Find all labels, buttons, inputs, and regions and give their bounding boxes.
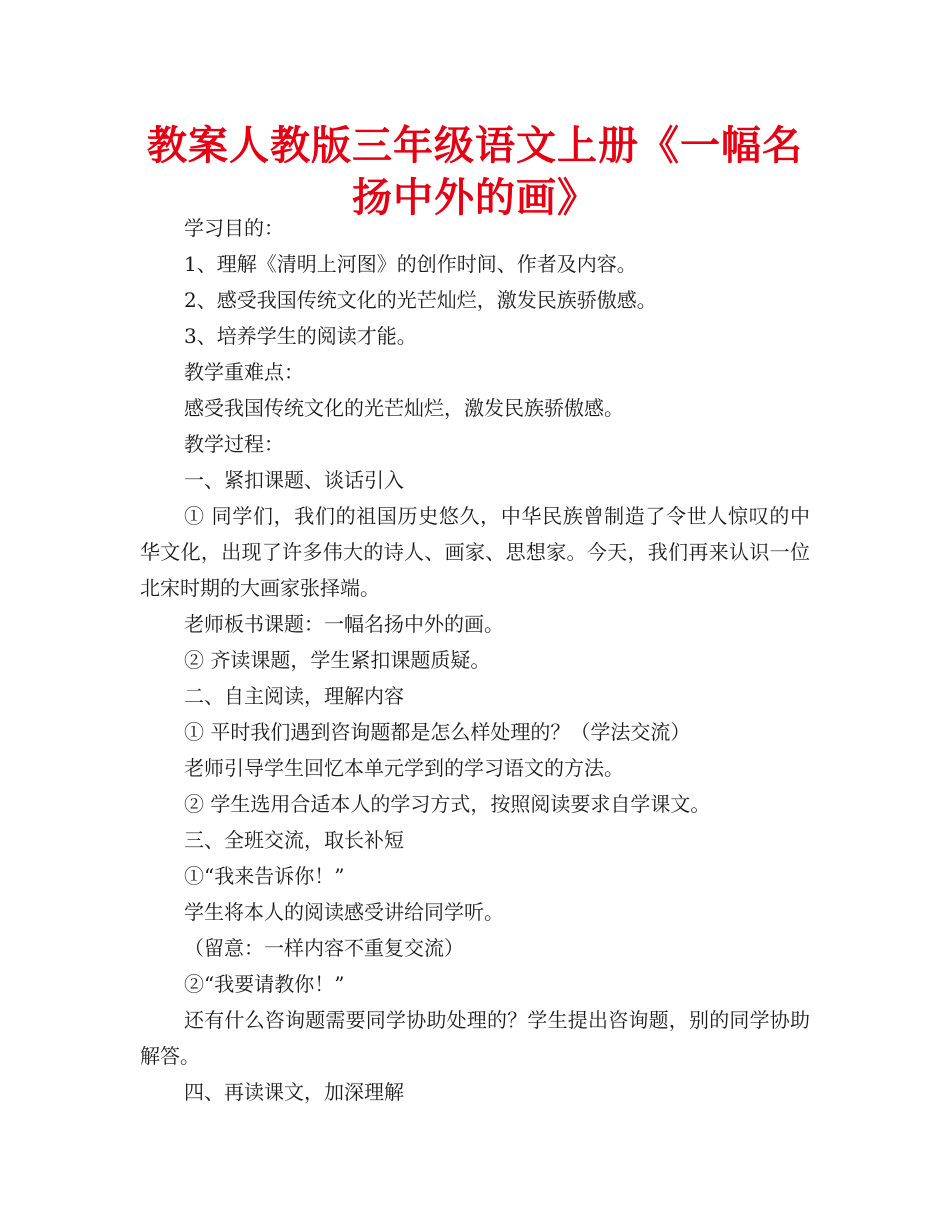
paragraph-6: 感受我国传统文化的光芒灿烂，激发民族骄傲感。 <box>184 396 624 420</box>
paragraph-18: 学生将本人的阅读感受讲给同学听。 <box>184 900 504 924</box>
paragraph-4: 3、培养学生的阅读才能。 <box>184 324 417 348</box>
document-body <box>140 210 810 1110</box>
paragraph-13: ① 平时我们遇到咨询题都是怎么样处理的？（学法交流） <box>184 720 691 744</box>
document-title: 教案人教版三年级语文上册《一幅名扬中外的画》 <box>147 123 803 221</box>
paragraph-3: 2、感受我国传统文化的光芒灿烂，激发民族骄傲感。 <box>184 288 657 312</box>
paragraph-15: ② 学生选用合适本人的学习方式，按照阅读要求自学课文。 <box>184 792 711 816</box>
paragraph-12: 二、自主阅读，理解内容 <box>184 684 404 708</box>
paragraph-11: ② 齐读课题，学生紧扣课题质疑。 <box>184 648 491 672</box>
paragraph-22: 四、再读课文，加深理解 <box>184 1080 404 1104</box>
paragraph-1: 学习目的： <box>184 216 284 240</box>
paragraph-7: 教学过程： <box>184 432 284 456</box>
paragraph-21: 还有什么咨询题需要同学协助处理的？学生提出咨询题，别的同学协助解答。 <box>140 1008 810 1068</box>
paragraph-10: 老师板书课题：一幅名扬中外的画。 <box>184 612 504 636</box>
paragraph-8: 一、紧扣课题、谈话引入 <box>184 468 404 492</box>
paragraph-5: 教学重难点： <box>184 360 304 384</box>
paragraph-14: 老师引导学生回忆本单元学到的学习语文的方法。 <box>184 756 624 780</box>
paragraph-19: （留意：一样内容不重复交流） <box>184 936 464 960</box>
paragraph-20: ②“我要请教你！” <box>184 972 345 996</box>
paragraph-16: 三、全班交流，取长补短 <box>184 828 404 852</box>
paragraph-2: 1、理解《清明上河图》的创作时间、作者及内容。 <box>184 252 637 276</box>
paragraph-9: ① 同学们，我们的祖国历史悠久，中华民族曾制造了令世人惊叹的中华文化，出现了许多伟大的诗人、画家、思想家。今天，我们再来认识一位北宋时期的大画家张择端。 <box>140 504 810 600</box>
paragraph-17: ①“我来告诉你！” <box>184 864 345 888</box>
